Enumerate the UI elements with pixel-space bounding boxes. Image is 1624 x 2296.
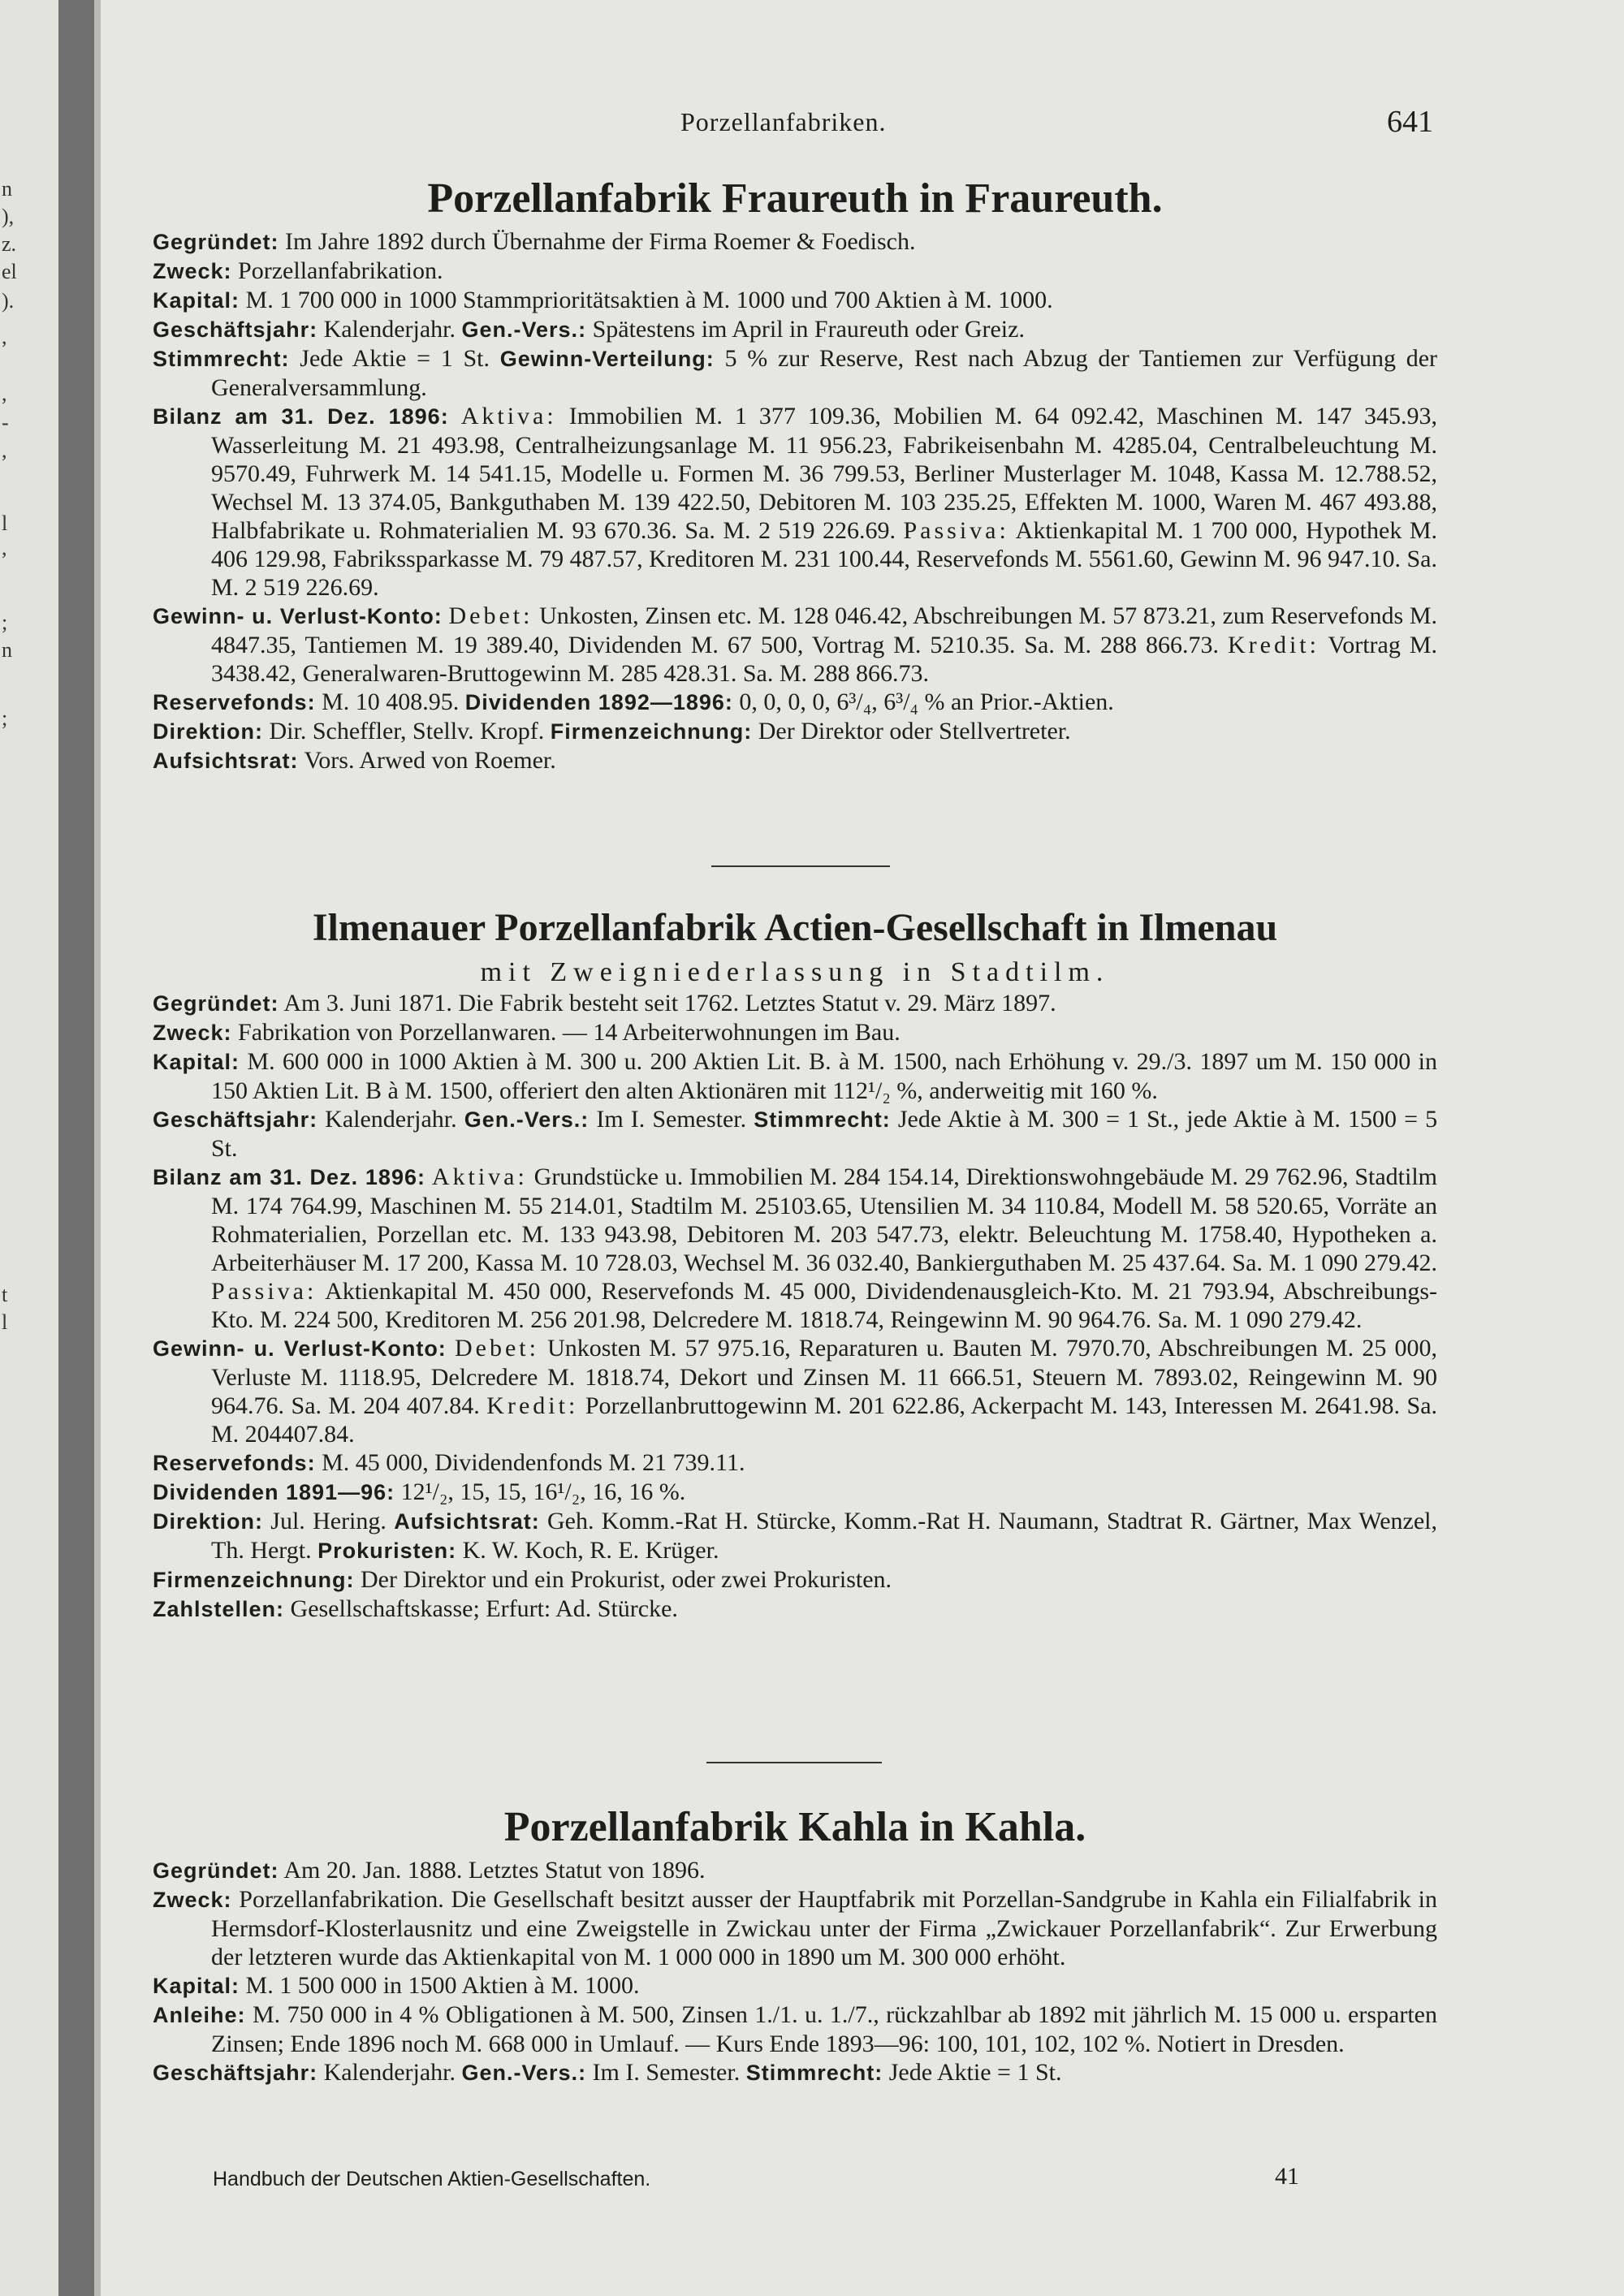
margin-fragment: z.: [2, 232, 17, 256]
entry-text: Porzellanfabrikation. Die Gesellschaft besitzt ausser der Hauptfabrik mit Porzellan-Sandgrube in Kahla ein Filialfabrik in Hermsdorf-Klosterlausnitz und eine Zweigstelle in Zwickau unter der Firma „Zwickauer Porzellanfabrik“. Zur Erwerbung der letzteren wurde das Aktienkapital von M. 1 000 000 in 1890 um M. 300 000 erhöht.: [211, 1886, 1438, 1970]
entry-text: Aktienkapital M. 450 000, Reservefonds M. 45 000, Dividendenausgleich-Kto. M. 21 793.94, Abschreibungs-Kto. M. 224 500, Kreditoren M. 256 201.98, Delcredere M. 1818.74, Reingewinn M. 90 964.76. Sa. M. 1 090 279.42.: [211, 1278, 1437, 1333]
entry-purpose: [153, 1018, 1437, 1047]
entry-label: Aufsichtsrat:: [394, 1509, 540, 1534]
company-title: Porzellanfabrik Kahla in Kahla.: [503, 1804, 1086, 1850]
margin-fragment: ,: [2, 382, 7, 405]
entry-text: Am 3. Juni 1871. Die Fabrik besteht seit 1762. Letztes Statut v. 29. März 1897.: [283, 990, 1056, 1016]
entry-text: 5 % zur Reserve, Rest nach Abzug der Tantiemen zur Verfügung der Generalversammlung.: [211, 345, 1438, 401]
entry-label: Gen.-Vers.:: [461, 2061, 587, 2085]
entry-label: Reservefonds:: [153, 690, 316, 714]
margin-fragment: t: [2, 1283, 8, 1306]
entry-text: Vortrag M. 3438.42, Generalwaren-Bruttogewinn M. 285 428.31. Sa. M. 288 866.73.: [211, 632, 1438, 687]
page-number: 641: [1387, 105, 1433, 139]
entry-label: Anleihe:: [153, 2003, 246, 2027]
entry-label: Bilanz am 31. Dez. 1896:: [153, 1165, 425, 1189]
entry-management: [153, 1507, 1437, 1565]
entry-text: Jede Aktie à M. 300 = 1 St., jede Aktie à M. 1500 = 5 St.: [211, 1106, 1438, 1162]
entry-text: Jede Aktie = 1 St.: [888, 2059, 1062, 2086]
entry-text: Jede Aktie = 1 St.: [300, 345, 490, 372]
company-title: Porzellanfabrik Fraureuth in Fraureuth.: [427, 175, 1163, 222]
margin-fragment: ,: [2, 536, 7, 559]
entry-label: Stimmrecht:: [153, 347, 290, 371]
entry-text: Immobilien M. 1 377 109.36, Mobilien M. 64 092.42, Maschinen M. 147 345.93, Wasserleitung M. 21 493.98, Centralheizungsanlage M. 11 956.23, Fabrikeisenbahn M. 4285.04, Centralbeleuchtung M. 9570.49, Fuhrwerk M. 14 541.15, Modelle u. Formen M. 36 799.53, Berliner Musterlager M. 1048, Kassa M. 12.788.52, Wechsel M. 13 374.05, Bankguthaben M. 139 422.50, Debitoren M. 103 235.25, Effekten M. 1000, Waren M. 467 493.88, Halbfabrikate u. Rohmaterialien M. 93 670.36. Sa. M. 2 519 226.69.: [211, 403, 1438, 544]
entry-supervisory-board: [153, 746, 1437, 775]
entry-label: Gegründet:: [153, 991, 279, 1016]
company-section-ilmenau: [153, 900, 1437, 1624]
entry-label: Reservefonds:: [153, 1451, 316, 1475]
entry-text: Grundstücke u. Immobilien M. 284 154.14, Direktionswohngebäude M. 29 762.96, Stadtilm M. 174 764.99, Maschinen M. 55 214.01, Stadtilm M. 25103.65, Utensilien M. 34 110.84, Modell M. 58 520.65, Vorräte an Rohmaterialien, Porzellan etc. M. 133 943.98, Debitoren M. 203 547.73, elektr. Beleuchtung M. 1758.40, Hypotheken a. Arbeiterhäuser M. 17 200, Kassa M. 10 728.03, Wechsel M. 36 032.40, Bankierguthaben M. 25 437.64. Sa. M. 1 090 279.42.: [211, 1163, 1438, 1276]
entry-text: Porzellanfabrikation.: [238, 257, 443, 284]
entry-text: Porzellanbruttogewinn M. 201 622.86, Ackerpacht M. 143, Interessen M. 2641.98. Sa. M. 204407.84.: [211, 1392, 1438, 1448]
entry-label: Kapital:: [153, 1974, 240, 1998]
section-divider: [711, 865, 890, 867]
entry-label: Gewinn-Verteilung:: [499, 347, 715, 371]
running-title: Porzellanfabriken.: [680, 107, 887, 136]
entry-signature-rule: [153, 1565, 1437, 1595]
company-section-fraureuth: [153, 170, 1437, 775]
entry-reserve-fund: [153, 1448, 1437, 1478]
entry-sublabel: Aktiva:: [431, 1163, 528, 1190]
entry-label: Kapital:: [153, 288, 240, 313]
entry-text: K. W. Koch, R. E. Krüger.: [462, 1537, 719, 1564]
page-edge: [94, 0, 101, 2296]
entry-capital: [153, 1047, 1437, 1105]
entry-label: Gewinn- u. Verlust-Konto:: [153, 604, 443, 628]
entry-text: Gesellschaftskasse; Erfurt: Ad. Stürcke.: [290, 1595, 678, 1622]
entry-sublabel: Debet:: [448, 602, 533, 629]
entry-text: Am 20. Jan. 1888. Letztes Statut von 1896.: [283, 1857, 706, 1884]
entry-text: Unkosten, Zinsen etc. M. 128 046.42, Abschreibungen M. 57 873.21, zum Reservefonds M. 4847.35, Tantiemen M. 19 389.40, Dividenden M. 67 500, Vortrag M. 5210.35. Sa. M. 288 866.73.: [211, 602, 1437, 658]
margin-fragment: ,: [2, 325, 7, 348]
entry-text: Dir. Scheffler, Stellv. Kropf.: [269, 718, 545, 744]
margin-fragment: ,: [2, 438, 7, 462]
entry-label: Firmenzeichnung:: [550, 719, 753, 744]
entry-label: Aufsichtsrat:: [153, 749, 299, 773]
entry-label: Direktion:: [153, 719, 264, 744]
footer-publication: Handbuch der Deutschen Aktien-Gesellschaften.: [213, 2168, 651, 2190]
entry-label: Zweck:: [153, 1021, 232, 1045]
entry-sublabel: Passiva:: [211, 1278, 317, 1305]
entry-label: Stimmrecht:: [745, 2061, 883, 2085]
margin-fragment: l: [2, 511, 8, 535]
entry-founded: [153, 989, 1437, 1018]
entry-dividends: [153, 1478, 1437, 1507]
entry-label: Gen.-Vers.:: [461, 317, 587, 342]
entry-text: Im I. Semester.: [592, 2059, 741, 2086]
margin-fragment: ;: [2, 611, 8, 634]
entry-label: Dividenden 1891—96:: [153, 1480, 395, 1504]
entry-sublabel: Kredit:: [486, 1392, 579, 1419]
company-subtitle: mit Zweigniederlassung in Stadtilm.: [480, 957, 1110, 987]
entry-text: Fabrikation von Porzellanwaren. — 14 Arbeiterwohnungen im Bau.: [238, 1019, 901, 1046]
entry-label: Prokuristen:: [317, 1539, 457, 1563]
margin-fragment: ;: [2, 706, 8, 730]
entry-text: Spätestens im April in Fraureuth oder Greiz.: [592, 316, 1025, 343]
entry-balance-sheet: [153, 402, 1437, 602]
entry-fiscal-year: [153, 315, 1437, 344]
entry-text: M. 10 408.95.: [322, 688, 460, 715]
entry-label: Gen.-Vers.:: [464, 1107, 590, 1132]
entry-fiscal-year: [153, 2058, 1437, 2087]
margin-fragment: ),: [2, 205, 15, 228]
entry-sublabel: Kredit:: [1227, 632, 1320, 658]
entry-text: Kalenderjahr.: [325, 1106, 457, 1133]
entry-text: Der Direktor und ein Prokurist, oder zwei Prokuristen.: [361, 1566, 892, 1593]
entry-text: M. 45 000, Dividendenfonds M. 21 739.11.: [322, 1449, 745, 1476]
entry-text: M. 750 000 in 4 % Obligationen à M. 500, Zinsen 1./1. u. 1./7., rückzahlbar ab 1892 mit jährlich M. 15 000 u. ersparten Zinsen; Ende 1896 noch M. 668 000 in Umlauf. — Kurs Ende 1893—96: 100, 101, 102, 102 %. Notiert in Dresden.: [211, 2001, 1437, 2057]
entry-reserve-fund: [153, 688, 1437, 717]
entry-label: Gegründet:: [153, 1858, 279, 1883]
entry-label: Dividenden 1892—1896:: [464, 690, 733, 714]
entry-text: Vors. Arwed von Roemer.: [304, 747, 556, 774]
entry-text: Kalenderjahr.: [323, 316, 456, 343]
entry-text: 12¹/₂, 15, 15, 16¹/₂, 16, 16 %.: [400, 1478, 686, 1505]
entry-label: Gewinn- u. Verlust-Konto:: [153, 1336, 447, 1361]
entry-text: Im I. Semester.: [596, 1106, 747, 1133]
margin-fragment: l: [2, 1310, 8, 1334]
margin-fragment: n: [2, 638, 12, 662]
entry-label: Geschäftsjahr:: [153, 2061, 318, 2085]
entry-fiscal-year: [153, 1105, 1437, 1163]
entry-label: Firmenzeichnung:: [153, 1568, 355, 1592]
entry-label: Zweck:: [153, 1888, 232, 1912]
entry-text: Der Direktor oder Stellvertreter.: [758, 718, 1071, 744]
entry-text: M. 600 000 in 1000 Aktien à M. 300 u. 200 Aktien Lit. B. à M. 1500, nach Erhöhung v. 29./3. 1897 um M. 150 000 in 150 Aktien Lit. B à M. 1500, offeriert den alten Aktionären mit 112¹/₂ %, anderweitig mit 160 %.: [211, 1048, 1438, 1104]
entry-text: Aktienkapital M. 1 700 000, Hypothek M. 406 129.98, Fabrikssparkasse M. 79 487.57, Kreditoren M. 231 100.44, Reservefonds M. 5561.60, Gewinn M. 96 947.10. Sa. M. 2 519 226.69.: [211, 517, 1437, 601]
entry-sublabel: Aktiva:: [460, 403, 557, 429]
entry-text: 0, 0, 0, 0, 6³/₄, 6³/₄ % an Prior.-Aktien.: [739, 688, 1114, 715]
entry-text: M. 1 500 000 in 1500 Aktien à M. 1000.: [245, 1972, 640, 1999]
entry-founded: [153, 227, 1437, 257]
entry-voting-rights: [153, 344, 1437, 402]
company-title: Ilmenauer Porzellanfabrik Actien-Gesellschaft in Ilmenau: [312, 906, 1278, 949]
entry-label: Direktion:: [153, 1509, 264, 1534]
entry-text: Jul. Hering.: [270, 1508, 387, 1534]
entry-purpose: [153, 257, 1437, 286]
entry-sublabel: Passiva:: [903, 517, 1009, 544]
entry-label: Bilanz am 31. Dez. 1896:: [153, 404, 449, 429]
entry-profit-loss: [153, 602, 1437, 688]
margin-fragment: n: [2, 177, 12, 201]
company-section-kahla: [153, 1799, 1437, 2087]
entry-label: Kapital:: [153, 1050, 240, 1074]
entry-management: [153, 717, 1437, 746]
footer-signature-mark: 41: [1275, 2163, 1299, 2190]
entry-text: M. 1 700 000 in 1000 Stammprioritätsaktien à M. 1000 und 700 Aktien à M. 1000.: [245, 287, 1053, 313]
entry-label: Geschäftsjahr:: [153, 317, 318, 342]
entry-label: Stimmrecht:: [754, 1107, 891, 1132]
adjacent-page-strip: [0, 0, 58, 2296]
entry-text: Unkosten M. 57 975.16, Reparaturen u. Bauten M. 7970.70, Abschreibungen M. 25 000, Verluste M. 1118.95, Delcredere M. 1818.74, Dekort und Zinsen M. 11 666.51, Steuern M. 7893.02, Reingewinn M. 90 964.76. Sa. M. 204 407.84.: [211, 1335, 1437, 1419]
entry-sublabel: Debet:: [454, 1335, 539, 1362]
margin-fragment: -: [2, 411, 9, 434]
margin-fragment: el: [2, 260, 17, 283]
entry-text: Kalenderjahr.: [323, 2059, 456, 2086]
entry-label: Zweck:: [153, 259, 232, 283]
entry-loan: [153, 2000, 1437, 2058]
book-spine-shadow: [58, 0, 94, 2296]
entry-paying-agents: [153, 1595, 1437, 1624]
entry-label: Gegründet:: [153, 230, 279, 254]
entry-text: Im Jahre 1892 durch Übernahme der Firma Roemer & Foedisch.: [285, 228, 916, 255]
entry-founded: [153, 1856, 1437, 1885]
entry-profit-loss: [153, 1334, 1437, 1448]
section-divider: [706, 1762, 882, 1763]
entry-capital: [153, 1971, 1437, 2000]
entry-label: Zahlstellen:: [153, 1597, 285, 1621]
entry-balance-sheet: [153, 1163, 1437, 1334]
entry-purpose: [153, 1885, 1437, 1971]
entry-capital: [153, 286, 1437, 315]
entry-text: Geh. Komm.-Rat H. Stürcke, Komm.-Rat H. Naumann, Stadtrat R. Gärtner, Max Wenzel, Th. Hergt.: [211, 1508, 1437, 1564]
margin-fragment: ).: [2, 289, 15, 313]
entry-label: Geschäftsjahr:: [153, 1107, 318, 1132]
